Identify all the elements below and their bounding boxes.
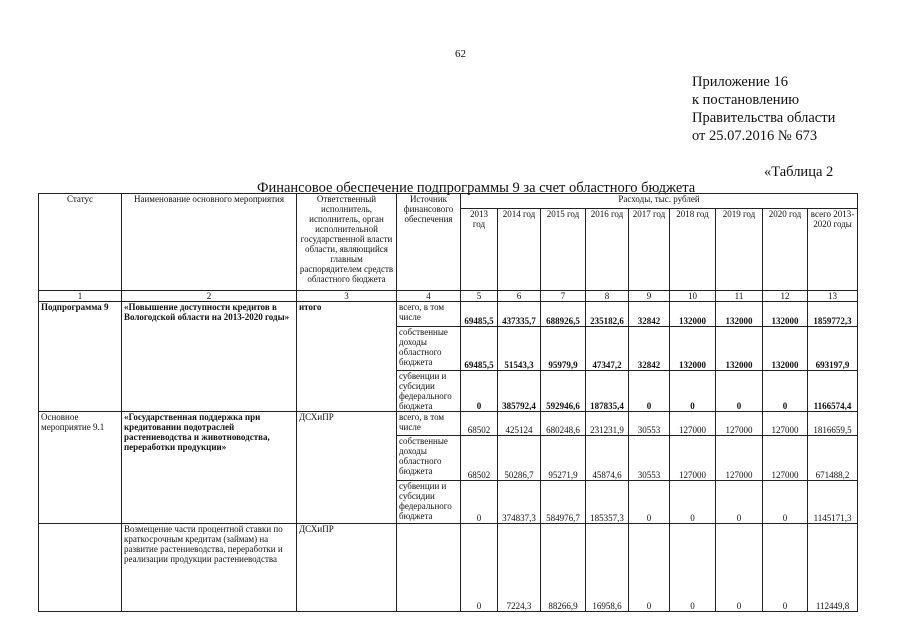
value-cell: 132000 [716,302,763,327]
value-cell: 127000 [716,412,763,436]
appendix-line-1: Приложение 16 [692,74,788,90]
value-cell: 69485,5 [461,327,498,371]
status-cell [39,524,122,612]
value-cell: 0 [670,481,716,524]
executor-cell: ДСХиПР [297,412,397,524]
value-cell: 671488,2 [808,436,858,481]
header-year: 2015 год [541,209,586,291]
column-index: 12 [763,291,808,302]
value-cell: 30553 [629,412,670,436]
header-source: Источник финансового обеспечения [397,194,461,291]
column-index: 5 [461,291,498,302]
value-cell: 0 [629,371,670,412]
financing-table [38,193,858,612]
value-cell: 47347,2 [586,327,629,371]
value-cell: 185357,3 [586,481,629,524]
header-year-total: всего 2013-2020 годы [808,209,858,291]
column-index: 8 [586,291,629,302]
column-index: 11 [716,291,763,302]
measure-name: Возмещение части процентной ставки по краткосрочным кредитам (займам) на развитие растениеводства, переработки и реализации продукции растениеводства [122,524,297,612]
header-year: 2017 год [629,209,670,291]
value-cell: 51543,3 [498,327,541,371]
value-cell: 112449,8 [808,524,858,612]
header-name: Наименование основного мероприятия [122,194,297,291]
value-cell: 385792,4 [498,371,541,412]
column-index: 3 [297,291,397,302]
value-cell: 688926,5 [541,302,586,327]
status-cell: Основное мероприятие 9.1 [39,412,122,524]
value-cell: 0 [763,371,808,412]
value-cell: 132000 [763,327,808,371]
header-expenses: Расходы, тыс. рублей [461,194,858,209]
header-year: 2019 год [716,209,763,291]
status-cell: Подпрограмма 9 [39,302,122,412]
page-number: 62 [455,48,466,60]
value-cell: 45874,6 [586,436,629,481]
column-index: 4 [397,291,461,302]
value-cell: 132000 [670,302,716,327]
value-cell: 0 [670,371,716,412]
column-index: 1 [39,291,122,302]
value-cell: 127000 [716,436,763,481]
executor-cell: итого [297,302,397,412]
header-executor: Ответственный исполнитель, исполнитель, орган исполнительной государственной власти области, являющийся главным распорядителем средств областного бюджета [297,194,397,291]
column-index: 6 [498,291,541,302]
source-cell: субвенции и субсидии федерального бюджета [397,481,461,524]
source-cell: всего, в том числе [397,302,461,327]
value-cell: 7224,3 [498,524,541,612]
executor-cell: ДСХиПР [297,524,397,612]
table-title: Финансовое обеспечение подпрограммы 9 за счет областного бюджета [257,180,696,196]
appendix-block [692,73,835,145]
value-cell: 50286,7 [498,436,541,481]
header-status: Статус [39,194,122,291]
value-cell: 680248,6 [541,412,586,436]
header-year: 2013 год [461,209,498,291]
value-cell: 1166574,4 [808,371,858,412]
header-year: 2020 год [763,209,808,291]
value-cell: 69485,5 [461,302,498,327]
value-cell: 0 [629,481,670,524]
value-cell: 132000 [670,327,716,371]
value-cell: 0 [716,481,763,524]
measure-name: «Повышение доступности кредитов в Вологодской области на 2013-2020 годы» [122,302,297,412]
value-cell: 30553 [629,436,670,481]
appendix-line-3: Правительства области [692,110,836,126]
value-cell: 374837,3 [498,481,541,524]
value-cell: 0 [670,524,716,612]
value-cell: 1145171,3 [808,481,858,524]
value-cell: 68502 [461,412,498,436]
value-cell: 68502 [461,436,498,481]
appendix-line-4: от 25.07.2016 № 673 [692,128,818,144]
value-cell: 0 [716,524,763,612]
measure-name: «Государственная поддержка при кредитовании подотраслей растениеводства и животноводства, переработки продукции» [122,412,297,524]
column-index: 13 [808,291,858,302]
header-year: 2014 год [498,209,541,291]
value-cell: 0 [716,371,763,412]
value-cell: 693197,9 [808,327,858,371]
appendix-line-2: к постановлению [692,92,800,108]
value-cell: 132000 [763,302,808,327]
value-cell: 32842 [629,302,670,327]
source-cell: собственные доходы областного бюджета [397,327,461,371]
value-cell: 0 [629,524,670,612]
column-index: 2 [122,291,297,302]
column-index: 7 [541,291,586,302]
value-cell: 0 [461,524,498,612]
value-cell: 132000 [716,327,763,371]
value-cell: 0 [461,481,498,524]
header-year: 2016 год [586,209,629,291]
value-cell: 88266,9 [541,524,586,612]
value-cell: 32842 [629,327,670,371]
value-cell: 592946,6 [541,371,586,412]
column-index: 10 [670,291,716,302]
value-cell: 231231,9 [586,412,629,436]
value-cell: 127000 [763,436,808,481]
value-cell: 95979,9 [541,327,586,371]
value-cell: 127000 [670,412,716,436]
value-cell: 235182,6 [586,302,629,327]
value-cell: 1859772,3 [808,302,858,327]
table-label: «Таблица 2 [764,164,834,180]
source-cell: всего, в том числе [397,412,461,436]
value-cell: 1816659,5 [808,412,858,436]
value-cell: 16958,6 [586,524,629,612]
value-cell: 0 [763,481,808,524]
source-cell [397,524,461,612]
value-cell: 425124 [498,412,541,436]
value-cell: 95271,9 [541,436,586,481]
value-cell: 127000 [670,436,716,481]
value-cell: 127000 [763,412,808,436]
column-index: 9 [629,291,670,302]
source-cell: собственные доходы областного бюджета [397,436,461,481]
value-cell: 437335,7 [498,302,541,327]
value-cell: 0 [763,524,808,612]
header-year: 2018 год [670,209,716,291]
source-cell: субвенции и субсидии федерального бюджета [397,371,461,412]
value-cell: 187835,4 [586,371,629,412]
value-cell: 0 [461,371,498,412]
value-cell: 584976,7 [541,481,586,524]
